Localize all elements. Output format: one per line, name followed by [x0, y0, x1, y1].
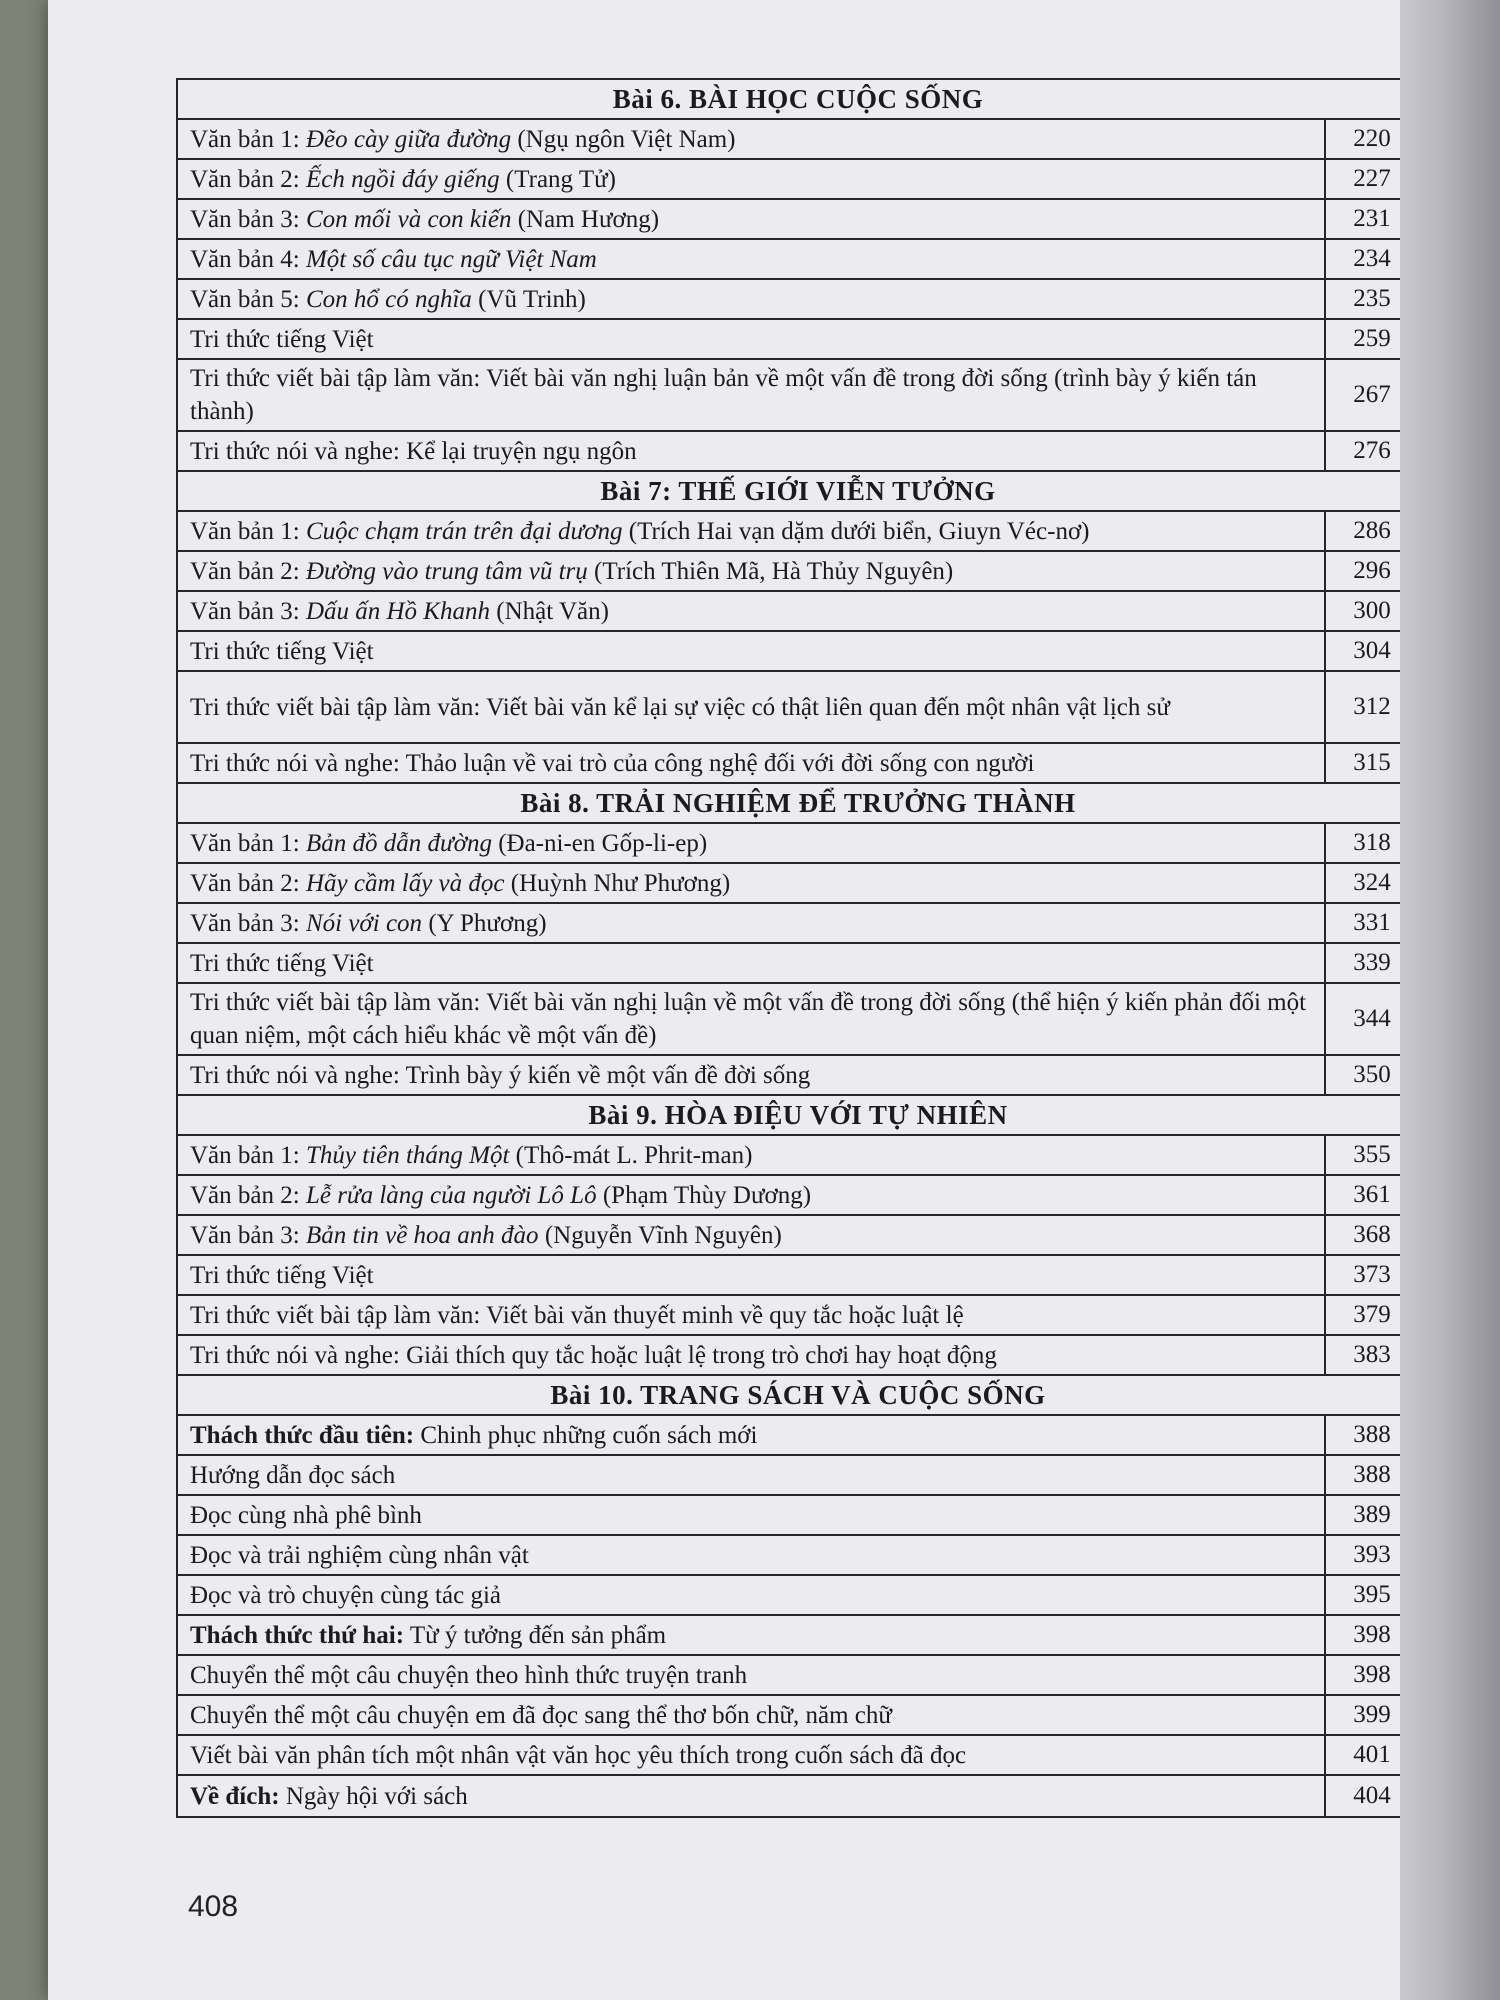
toc-entry-prefix: Tri thức tiếng Việt: [190, 325, 374, 353]
toc-entry-text: [190, 1419, 757, 1452]
toc-entry-prefix: Chinh phục những cuốn sách mới: [414, 1421, 758, 1449]
toc-entry-suffix: (Huỳnh Như Phương): [504, 869, 731, 897]
toc-entry-text: [190, 1659, 747, 1692]
toc-row: [178, 824, 1418, 864]
toc-entry-suffix: (Trang Tử): [499, 165, 616, 193]
toc-entry-text: [190, 1739, 966, 1772]
toc-entry-page: 315: [1324, 744, 1418, 782]
toc-row: [178, 1136, 1418, 1176]
toc-entry-text: [190, 1219, 782, 1252]
toc-entry-prefix: Đọc cùng nhà phê bình: [190, 1501, 422, 1529]
toc-entry-title: [178, 1056, 1324, 1094]
toc-entry-page: 324: [1324, 864, 1418, 902]
toc-row: [178, 240, 1418, 280]
toc-entry-page: 361: [1324, 1176, 1418, 1214]
toc-entry-title: [178, 360, 1324, 430]
toc-entry-prefix: Tri thức nói và nghe: Trình bày ý kiến về một vấn đề đời sống: [190, 1061, 811, 1089]
section-heading: Bài 9. HÒA ĐIỆU VỚI TỰ NHIÊN: [178, 1096, 1418, 1136]
section-heading: Bài 6. BÀI HỌC CUỘC SỐNG: [178, 80, 1418, 120]
toc-row: [178, 1256, 1418, 1296]
toc-entry-title: [178, 1776, 1324, 1816]
toc-entry-page: 368: [1324, 1216, 1418, 1254]
section-heading: Bài 10. TRANG SÁCH VÀ CUỘC SỐNG: [178, 1376, 1418, 1416]
toc-entry-text: [190, 163, 616, 196]
toc-entry-title: [178, 592, 1324, 630]
toc-entry-text: [190, 1299, 964, 1332]
toc-entry-work-title: Bản tin về hoa anh đào: [305, 1221, 539, 1249]
toc-row: [178, 432, 1418, 472]
toc-entry-prefix: Văn bản 2:: [190, 869, 306, 897]
toc-entry-suffix: (Trích Hai vạn dặm dưới biển, Giuyn Véc-nơ): [622, 517, 1090, 545]
toc-entry-prefix: Tri thức viết bài tập làm văn: Viết bài văn nghị luận bản về một vấn đề trong đời sống (trình bày ý kiến tán thành): [190, 365, 1257, 425]
toc-entry-title: [178, 1336, 1324, 1374]
toc-entry-title: [178, 984, 1324, 1054]
toc-row: [178, 1776, 1418, 1816]
toc-entry-page: 220: [1324, 120, 1418, 158]
toc-entry-page: 235: [1324, 280, 1418, 318]
toc-entry-page: 318: [1324, 824, 1418, 862]
toc-entry-page: 395: [1324, 1576, 1418, 1614]
toc-entry-text: [190, 1179, 811, 1212]
toc-row: [178, 1216, 1418, 1256]
toc-entry-text: [190, 1339, 997, 1372]
toc-entry-title: [178, 240, 1324, 278]
toc-entry-page: 350: [1324, 1056, 1418, 1094]
toc-row: [178, 1576, 1418, 1616]
toc-row: [178, 1456, 1418, 1496]
page-number: 408: [188, 1890, 239, 1923]
toc-entry-text: [190, 595, 609, 628]
toc-entry-title: [178, 280, 1324, 318]
toc-entry-text: [190, 1459, 395, 1492]
toc-entry-prefix: Tri thức nói và nghe: Kể lại truyện ngụ ngôn: [190, 437, 637, 465]
toc-entry-work-title: Bản đồ dẫn đường: [305, 829, 492, 857]
toc-entry-title: [178, 1256, 1324, 1294]
toc-row: [178, 1736, 1418, 1776]
toc-entry-lead: Thách thức thứ hai:: [190, 1621, 405, 1649]
toc-row: [178, 552, 1418, 592]
toc-entry-title: [178, 1296, 1324, 1334]
toc-entry-prefix: Tri thức tiếng Việt: [190, 1261, 374, 1289]
toc-entry-text: [190, 1259, 374, 1292]
toc-entry-text: [190, 1059, 810, 1092]
toc-entry-title: [178, 200, 1324, 238]
toc-row: [178, 1056, 1418, 1096]
toc-entry-work-title: Nói với con: [305, 909, 423, 937]
toc-entry-title: [178, 160, 1324, 198]
toc-row: [178, 944, 1418, 984]
toc-entry-work-title: Con mối và con kiến: [305, 205, 512, 233]
toc-entry-text: [190, 1539, 529, 1572]
toc-row: [178, 744, 1418, 784]
toc-row: [178, 1656, 1418, 1696]
toc-row: [178, 512, 1418, 552]
toc-entry-page: 259: [1324, 320, 1418, 358]
toc-entry-title: [178, 1616, 1324, 1654]
toc-entry-work-title: Lễ rửa làng của người Lô Lô: [305, 1181, 597, 1209]
toc-row: [178, 160, 1418, 200]
page-edge: [1400, 0, 1500, 2000]
toc-entry-page: 355: [1324, 1136, 1418, 1174]
toc-entry-suffix: (Y Phương): [422, 909, 547, 937]
toc-entry-prefix: Văn bản 3:: [190, 909, 306, 937]
toc-entry-title: [178, 632, 1324, 670]
toc-entry-work-title: Con hổ có nghĩa: [305, 285, 472, 313]
toc-row: [178, 672, 1418, 744]
toc-entry-prefix: Tri thức viết bài tập làm văn: Viết bài văn thuyết minh về quy tắc hoặc luật lệ: [190, 1301, 964, 1329]
toc-entry-page: 398: [1324, 1656, 1418, 1694]
toc-row: [178, 1536, 1418, 1576]
toc-entry-text: [190, 691, 1170, 724]
toc-row: [178, 1176, 1418, 1216]
toc-entry-page: 344: [1324, 984, 1418, 1054]
toc-entry-work-title: Ếch ngồi đáy giếng: [305, 165, 500, 193]
toc-entry-text: [190, 203, 659, 236]
toc-entry-page: 300: [1324, 592, 1418, 630]
toc-entry-title: [178, 1456, 1324, 1494]
toc-entry-page: 383: [1324, 1336, 1418, 1374]
toc-entry-work-title: Cuộc chạm trán trên đại dương: [305, 517, 623, 545]
toc-entry-text: [190, 1619, 666, 1652]
toc-entry-prefix: Hướng dẫn đọc sách: [190, 1461, 396, 1489]
toc-entry-title: [178, 672, 1324, 742]
toc-entry-prefix: Tri thức nói và nghe: Giải thích quy tắc hoặc luật lệ trong trò chơi hay hoạt động: [190, 1341, 997, 1369]
toc-entry-prefix: Văn bản 1:: [190, 829, 306, 857]
toc-entry-text: [190, 947, 374, 980]
toc-entry-page: 399: [1324, 1696, 1418, 1734]
toc-entry-prefix: Đọc và trò chuyện cùng tác giả: [190, 1581, 501, 1609]
toc-entry-title: [178, 824, 1324, 862]
toc-entry-text: [190, 323, 374, 356]
toc-entry-prefix: Chuyển thể một câu chuyện em đã đọc sang thể thơ bốn chữ, năm chữ: [190, 1701, 892, 1729]
toc-entry-text: [190, 435, 637, 468]
toc-entry-page: 296: [1324, 552, 1418, 590]
toc-entry-prefix: Văn bản 3:: [190, 205, 306, 233]
toc-entry-prefix: Viết bài văn phân tích một nhân vật văn học yêu thích trong cuốn sách đã đọc: [190, 1741, 967, 1769]
book-page: [48, 0, 1400, 2000]
toc-row: [178, 360, 1418, 432]
toc-entry-prefix: Tri thức tiếng Việt: [190, 949, 374, 977]
toc-entry-text: [190, 555, 953, 588]
toc-entry-title: [178, 1136, 1324, 1174]
toc-entry-prefix: Văn bản 3:: [190, 597, 306, 625]
toc-entry-page: 404: [1324, 1776, 1418, 1816]
toc-entry-suffix: (Nam Hương): [511, 205, 660, 233]
toc-entry-text: [190, 362, 1312, 428]
toc-entry-text: [190, 283, 586, 316]
toc-entry-title: [178, 744, 1324, 782]
toc-entry-page: 276: [1324, 432, 1418, 470]
toc-row: [178, 592, 1418, 632]
toc-entry-title: [178, 120, 1324, 158]
toc-row: [178, 320, 1418, 360]
toc-entry-work-title: Thủy tiên tháng Một: [305, 1141, 510, 1169]
toc-entry-prefix: Tri thức tiếng Việt: [190, 637, 374, 665]
toc-entry-suffix: (Ngụ ngôn Việt Nam): [511, 125, 736, 153]
toc-entry-page: 267: [1324, 360, 1418, 430]
toc-entry-page: 388: [1324, 1416, 1418, 1454]
toc-entry-suffix: (Phạm Thùy Dương): [596, 1181, 812, 1209]
toc-entry-page: 373: [1324, 1256, 1418, 1294]
toc-entry-lead: Về đích:: [190, 1782, 280, 1810]
toc-entry-page: 286: [1324, 512, 1418, 550]
toc-entry-work-title: Một số câu tục ngữ Việt Nam: [305, 245, 597, 273]
toc-entry-text: [190, 986, 1312, 1052]
toc-entry-text: [190, 515, 1090, 548]
section-heading: Bài 7: THẾ GIỚI VIỄN TƯỞNG: [178, 472, 1418, 512]
toc-entry-title: [178, 512, 1324, 550]
toc-entry-page: 393: [1324, 1536, 1418, 1574]
toc-entry-prefix: Văn bản 2:: [190, 1181, 306, 1209]
toc-entry-page: 331: [1324, 904, 1418, 942]
toc-entry-work-title: Dấu ấn Hồ Khanh: [305, 597, 490, 625]
toc-entry-title: [178, 1696, 1324, 1734]
toc-entry-text: [190, 867, 730, 900]
toc-entry-page: 388: [1324, 1456, 1418, 1494]
toc-entry-page: 401: [1324, 1736, 1418, 1774]
toc-entry-prefix: Từ ý tưởng đến sản phẩm: [404, 1621, 667, 1649]
toc-entry-page: 398: [1324, 1616, 1418, 1654]
toc-entry-page: 379: [1324, 1296, 1418, 1334]
toc-entry-title: [178, 944, 1324, 982]
toc-entry-prefix: Văn bản 3:: [190, 1221, 306, 1249]
toc-row: [178, 200, 1418, 240]
toc-entry-text: [190, 747, 1034, 780]
toc-entry-prefix: Văn bản 1:: [190, 125, 306, 153]
toc-entry-prefix: Văn bản 2:: [190, 557, 306, 585]
toc-entry-text: [190, 1139, 752, 1172]
toc-entry-suffix: (Nguyễn Vĩnh Nguyên): [538, 1221, 782, 1249]
toc-entry-page: 304: [1324, 632, 1418, 670]
toc-row: [178, 1416, 1418, 1456]
toc-row: [178, 120, 1418, 160]
toc-entry-text: [190, 1780, 468, 1813]
toc-row: [178, 632, 1418, 672]
toc-entry-text: [190, 907, 547, 940]
toc-entry-title: [178, 1216, 1324, 1254]
toc-entry-title: [178, 432, 1324, 470]
toc-entry-title: [178, 1176, 1324, 1214]
toc-row: [178, 280, 1418, 320]
toc-entry-prefix: Chuyển thể một câu chuyện theo hình thức truyện tranh: [190, 1661, 748, 1689]
toc-row: [178, 1616, 1418, 1656]
toc-entry-page: 234: [1324, 240, 1418, 278]
toc-entry-prefix: Văn bản 1:: [190, 1141, 306, 1169]
toc-entry-page: 339: [1324, 944, 1418, 982]
toc-entry-title: [178, 1656, 1324, 1694]
toc-entry-title: [178, 1496, 1324, 1534]
toc-entry-prefix: Tri thức nói và nghe: Thảo luận về vai trò của công nghệ đối với đời sống con người: [190, 749, 1035, 777]
toc-entry-title: [178, 1576, 1324, 1614]
toc-entry-suffix: (Nhật Văn): [490, 597, 609, 625]
toc-entry-lead: Thách thức đầu tiên:: [190, 1421, 415, 1449]
toc-row: [178, 864, 1418, 904]
toc-entry-prefix: Văn bản 1:: [190, 517, 306, 545]
toc-entry-text: [190, 243, 597, 276]
toc-entry-title: [178, 1416, 1324, 1454]
toc-row: [178, 1496, 1418, 1536]
toc-entry-prefix: Tri thức viết bài tập làm văn: Viết bài văn kể lại sự việc có thật liên quan đến một nhân vật lịch sử: [190, 693, 1170, 721]
toc-entry-text: [190, 827, 707, 860]
toc-entry-prefix: Văn bản 5:: [190, 285, 306, 313]
toc-entry-title: [178, 1536, 1324, 1574]
toc-entry-text: [190, 1699, 892, 1732]
toc-entry-suffix: (Đa-ni-en Gốp-li-ep): [491, 829, 708, 857]
toc-entry-text: [190, 635, 374, 668]
toc-row: [178, 984, 1418, 1056]
toc-entry-title: [178, 320, 1324, 358]
toc-entry-prefix: Ngày hội với sách: [279, 1782, 468, 1810]
toc-entry-text: [190, 123, 736, 156]
toc-row: [178, 1296, 1418, 1336]
toc-entry-suffix: (Thô-mát L. Phrit-man): [509, 1141, 753, 1169]
toc-entry-work-title: Đường vào trung tâm vũ trụ: [305, 557, 588, 585]
toc-row: [178, 904, 1418, 944]
toc-entry-work-title: Hãy cầm lấy và đọc: [305, 869, 505, 897]
toc-entry-title: [178, 1736, 1324, 1774]
toc-entry-title: [178, 864, 1324, 902]
table-of-contents: [176, 78, 1420, 1818]
toc-entry-page: 227: [1324, 160, 1418, 198]
toc-entry-text: [190, 1579, 501, 1612]
toc-entry-prefix: Tri thức viết bài tập làm văn: Viết bài văn nghị luận về một vấn đề trong đời sống (thể hiện ý kiến phản đối một quan niệm, một cách hiểu khác về một vấn đề): [190, 989, 1307, 1049]
toc-entry-title: [178, 552, 1324, 590]
toc-entry-text: [190, 1499, 422, 1532]
toc-entry-suffix: (Trích Thiên Mã, Hà Thủy Nguyên): [587, 557, 954, 585]
section-heading: Bài 8. TRẢI NGHIỆM ĐỂ TRƯỞNG THÀNH: [178, 784, 1418, 824]
toc-row: [178, 1336, 1418, 1376]
toc-entry-title: [178, 904, 1324, 942]
toc-entry-work-title: Đẽo cày giữa đường: [305, 125, 512, 153]
toc-entry-page: 389: [1324, 1496, 1418, 1534]
toc-row: [178, 1696, 1418, 1736]
toc-entry-page: 312: [1324, 672, 1418, 742]
toc-entry-prefix: Văn bản 2:: [190, 165, 306, 193]
toc-entry-prefix: Văn bản 4:: [190, 245, 306, 273]
toc-entry-suffix: (Vũ Trinh): [471, 285, 586, 313]
toc-entry-page: 231: [1324, 200, 1418, 238]
toc-entry-prefix: Đọc và trải nghiệm cùng nhân vật: [190, 1541, 529, 1569]
